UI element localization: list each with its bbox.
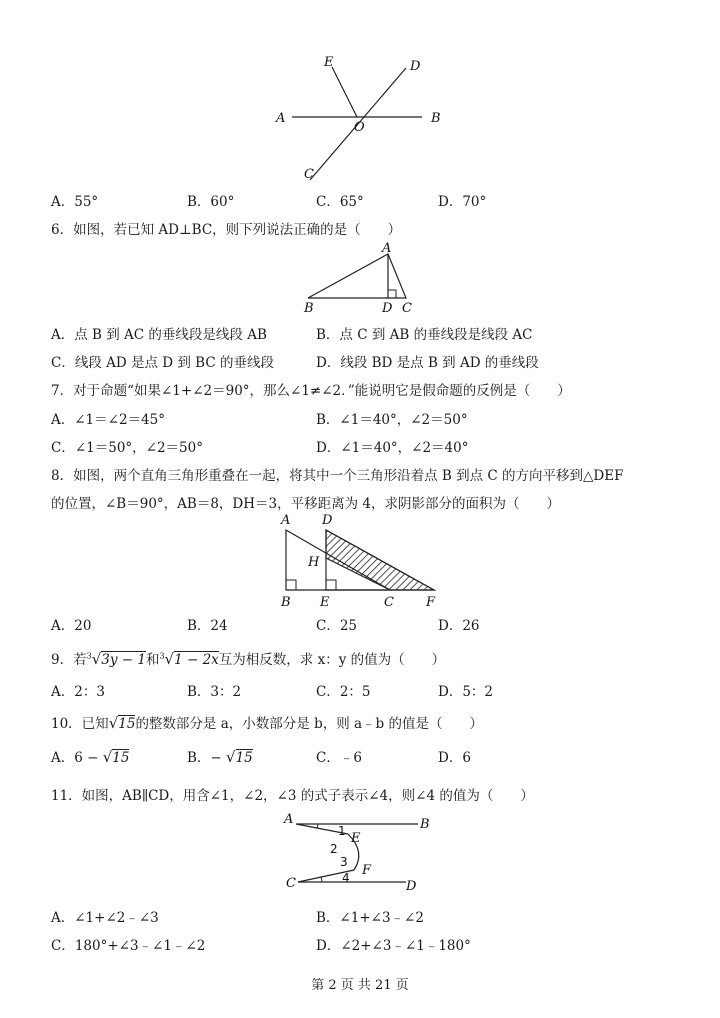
q6-stem: 6．如图，若已知 AD⊥BC，则下列说法正确的是（ ） bbox=[51, 222, 402, 238]
q5-option-c[interactable]: C．65° bbox=[316, 194, 364, 210]
label-c: C bbox=[402, 301, 412, 316]
radical-sign: √ bbox=[102, 748, 113, 766]
q7-option-d[interactable]: D．∠1＝40°，∠2＝40° bbox=[316, 440, 469, 456]
label-e: E bbox=[324, 55, 334, 70]
label-e: E bbox=[351, 831, 361, 846]
q9-option-d[interactable]: D．5：2 bbox=[438, 684, 494, 700]
label-h: H bbox=[308, 555, 320, 570]
label-c: C bbox=[286, 876, 296, 891]
label-a: A bbox=[281, 513, 291, 528]
label-d: D bbox=[322, 513, 333, 528]
figure-q6 bbox=[298, 240, 428, 315]
q10-stem bbox=[51, 712, 483, 732]
q10-option-a-radicand: 15 bbox=[112, 750, 130, 766]
angle-label-1: 1 bbox=[338, 824, 346, 838]
q9-radicand-1: 3y − 1 bbox=[101, 652, 146, 668]
q5-option-b[interactable]: B．60° bbox=[187, 194, 235, 210]
label-o: O bbox=[354, 120, 365, 135]
q7-option-b[interactable]: B．∠1＝40°，∠2＝50° bbox=[316, 412, 468, 428]
label-d: D bbox=[382, 301, 393, 316]
q11-stem: 11．如图，AB∥CD，用含∠1，∠2，∠3 的式子表示∠4，则∠4 的值为（ ） bbox=[51, 788, 534, 804]
figure-q6-svg bbox=[298, 240, 428, 315]
q5-option-a[interactable]: A．55° bbox=[51, 194, 99, 210]
radical-sign: √ bbox=[108, 714, 119, 732]
q7-stem: 7．对于命题“如果∠1+∠2＝90°，那么∠1≠∠2．”能说明它是假命题的反例是（ ） bbox=[51, 383, 571, 399]
q11-option-c[interactable]: C．180°+∠3﹣∠1﹣∠2 bbox=[51, 938, 206, 954]
q10-suffix: 的整数部分是 a，小数部分是 b，则 a﹣b 的值是（ ） bbox=[135, 716, 483, 732]
figure-q8 bbox=[272, 508, 452, 610]
q7-option-a[interactable]: A．∠1＝∠2＝45° bbox=[51, 412, 165, 428]
q10-option-a[interactable] bbox=[51, 746, 129, 766]
q7-option-c[interactable]: C．∠1＝50°，∠2＝50° bbox=[51, 440, 203, 456]
angle-label-2: 2 bbox=[330, 842, 338, 856]
q9-option-a[interactable]: A．2：3 bbox=[51, 684, 105, 700]
q8-option-d[interactable]: D．26 bbox=[438, 618, 480, 634]
figure-q11-svg bbox=[278, 808, 428, 900]
label-a: A bbox=[284, 812, 294, 827]
radical-sign: √ bbox=[226, 748, 236, 766]
q10-prefix: 10．已知 bbox=[51, 716, 109, 732]
label-f: F bbox=[362, 863, 372, 878]
right-angle-e bbox=[326, 580, 336, 590]
q8-option-b[interactable]: B．24 bbox=[187, 618, 228, 634]
q9-prefix: 9．若 bbox=[51, 652, 87, 668]
triangle-abc bbox=[308, 254, 406, 298]
q9-option-c[interactable]: C．2：5 bbox=[316, 684, 371, 700]
radical-sign: √ bbox=[91, 650, 102, 668]
label-b: B bbox=[281, 595, 291, 610]
q10-option-a-label: A．6 − bbox=[51, 750, 103, 766]
q10-option-b-radicand: 15 bbox=[235, 750, 253, 766]
q10-option-c[interactable]: C．﹣6 bbox=[316, 750, 362, 766]
page-footer: 第 2 页 共 21 页 bbox=[311, 978, 409, 993]
q9-suffix: 互为相反数，求 x：y 的值为（ ） bbox=[218, 652, 446, 668]
label-a: A bbox=[382, 241, 392, 256]
q8-option-c[interactable]: C．25 bbox=[316, 618, 358, 634]
q10-option-d[interactable]: D．6 bbox=[438, 750, 471, 766]
q10-option-b[interactable] bbox=[187, 746, 253, 766]
label-e: E bbox=[320, 595, 330, 610]
q9-radicand-2: 1 − 2x bbox=[174, 652, 219, 668]
right-angle-mark bbox=[388, 290, 396, 298]
q8-stem-line1: 8．如图，两个直角三角形重叠在一起，将其中一个三角形沿着点 B 到点 C 的方向平移到△DEF bbox=[51, 468, 624, 484]
q9-stem bbox=[51, 648, 445, 668]
angle-arc-4 bbox=[321, 877, 322, 882]
q6-option-d[interactable]: D．线段 BD 是点 B 到 AD 的垂线段 bbox=[316, 355, 539, 371]
label-b: B bbox=[304, 301, 314, 316]
label-d: D bbox=[410, 59, 421, 74]
q11-option-b[interactable]: B．∠1+∠3﹣∠2 bbox=[316, 910, 424, 926]
label-b: B bbox=[431, 111, 441, 126]
right-angle-b bbox=[286, 580, 296, 590]
q9-root-index-1: 3 bbox=[86, 651, 92, 661]
figure-q5 bbox=[270, 50, 450, 185]
q9-root-index-2: 3 bbox=[159, 651, 165, 661]
q8-option-a[interactable]: A．20 bbox=[51, 618, 92, 634]
label-d: D bbox=[406, 879, 417, 894]
q6-option-a[interactable]: A．点 B 到 AC 的垂线段是线段 AB bbox=[51, 327, 267, 343]
figure-q11 bbox=[278, 808, 428, 900]
q11-option-a[interactable]: A．∠1+∠2﹣∠3 bbox=[51, 910, 159, 926]
label-c: C bbox=[384, 595, 394, 610]
q8-stem-line2: 的位置，∠B＝90°，AB＝8，DH＝3，平移距离为 4，求阴影部分的面积为（ ） bbox=[51, 496, 560, 512]
label-a: A bbox=[276, 111, 286, 126]
label-f: F bbox=[426, 595, 436, 610]
q6-option-c[interactable]: C．线段 AD 是点 D 到 BC 的垂线段 bbox=[51, 355, 274, 371]
angle-label-4: 4 bbox=[342, 871, 350, 885]
q6-option-b[interactable]: B．点 C 到 AB 的垂线段是线段 AC bbox=[316, 327, 533, 343]
q9-option-b[interactable]: B．3：2 bbox=[187, 684, 242, 700]
figure-q5-svg bbox=[270, 50, 450, 185]
q10-radicand: 15 bbox=[118, 716, 136, 732]
angle-label-3: 3 bbox=[340, 855, 348, 869]
label-b: B bbox=[420, 817, 430, 832]
q10-option-b-label: B．− bbox=[187, 750, 227, 766]
radical-sign: √ bbox=[164, 650, 175, 668]
q5-option-d[interactable]: D．70° bbox=[438, 194, 487, 210]
q11-option-d[interactable]: D．∠2+∠3﹣∠1﹣180° bbox=[316, 938, 471, 954]
q9-mid: 和 bbox=[145, 652, 160, 668]
label-c: C bbox=[304, 167, 314, 182]
ray-oe bbox=[332, 67, 357, 117]
figure-q8-svg bbox=[272, 508, 452, 610]
